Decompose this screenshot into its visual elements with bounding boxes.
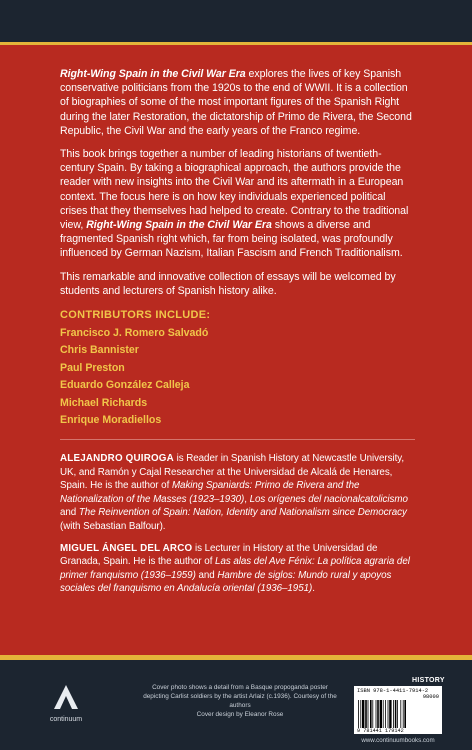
barcode <box>354 686 442 734</box>
book-title: The Reinvention of Spain: Nation, Identity and Nationalism since Democracy <box>78 507 407 519</box>
top-band <box>0 0 472 42</box>
editor-bio-arco <box>60 542 415 596</box>
continuum-logo-icon <box>48 683 84 713</box>
cover-credits <box>140 683 340 719</box>
bio-text: . <box>312 583 315 595</box>
publisher-website: www.continuumbooks.com <box>361 737 435 744</box>
blurb-paragraph-1 <box>60 67 415 138</box>
barcode-bars-icon <box>357 700 439 728</box>
editor-name: ALEJANDRO QUIROGA <box>60 453 174 465</box>
blurb-p2-text-a: This book brings together a number of leading historians of twentieth-century Spain. By taking a biographical approach, the authors provide the reader with new insights into the Civil War and its aftermath in a European context. The focus here is on how key individuals experienced political crises that they themselves had helped to create. Contrary to the traditional view, <box>60 148 409 232</box>
blurb-paragraph-3: This remarkable and innovative collection of essays will be welcomed by students and lecturers of Spanish history alike. <box>60 270 396 297</box>
blurb-paragraph-2 <box>60 147 415 261</box>
contributor-name: Francisco J. Romero Salvadó <box>60 327 209 340</box>
contributor-name: Chris Bannister <box>60 344 139 357</box>
bio-text: , <box>244 493 250 505</box>
bio-text: and <box>60 507 79 519</box>
blurb-p1-text: explores the lives of key Spanish conservative politicians from the 1920s to the end of WWII. It is a collection of biographies of some of the most important figures of the Spanish Right during the later Restoration, the dictatorship of Primo de Rivera, the Second Republic, the Civil War and the early years of the Franco regime. <box>60 68 412 137</box>
blurb-p2-text-b: shows a diverse and fragmented Spanish right which, far from being isolated, was profoundly influenced by German Nazism, Italian Fascism and French Traditionalism. <box>60 219 403 260</box>
book-title-inline-2: Right-Wing Spain in the Civil War Era <box>86 219 272 232</box>
bio-text: is Reader in Spanish History at Newcastle University, UK, and Ramón y Cajal Researcher at the Universidad de Alcalá de Henares, Spain. He is the author of <box>60 453 405 492</box>
contributor-name: Paul Preston <box>60 361 125 374</box>
book-title: Los orígenes del nacionalcatolicismo <box>249 493 408 505</box>
editor-bio-quiroga <box>60 452 415 532</box>
contributors-heading: CONTRIBUTORS INCLUDE: <box>60 309 211 322</box>
credit-line: Cover photo shows a detail from a Basque propoganda poster <box>152 684 328 691</box>
bio-text: is Lecturer in History at the Universidad de Granada, Spain. He is the author of <box>60 542 378 568</box>
section-divider <box>60 439 415 440</box>
category-label: HISTORY <box>412 677 445 684</box>
barcode-digits: 9 781441 179142 <box>357 728 404 734</box>
bio-text: and <box>195 569 218 581</box>
book-title-inline: Right-Wing Spain in the Civil War Era <box>60 68 246 80</box>
book-title: Hambre de siglos: Mundo rural y apoyos sociales del franquismo en Andalucía oriental (1936–1951) <box>60 569 392 595</box>
bio-text: (with Sebastian Balfour). <box>60 520 166 532</box>
credit-line: Cover design by Eleanor Rose <box>196 711 284 718</box>
book-title: Making Spaniards: Primo de Rivera and the Nationalization of the Masses (1923–1930) <box>60 480 360 505</box>
credit-line: depicting Carlist soldiers by the artist Arlaiz (c.1936). Courtesy of the authors <box>143 693 337 709</box>
book-title: Las alas del Ave Fénix: La política agraria del primer franquismo (1936–1959) <box>60 556 410 581</box>
price-code: 98000 <box>422 694 439 700</box>
contributor-name: Eduardo González Calleja <box>60 379 190 392</box>
isbn-text <box>357 688 439 700</box>
isbn-number: ISBN 978-1-4411-7914-2 <box>357 688 429 694</box>
editor-name: MIGUEL ÁNGEL DEL ARCO <box>60 542 193 554</box>
contributor-name: Enrique Moradiellos <box>60 414 162 427</box>
contributors-list <box>60 325 415 429</box>
publisher-name: continuum <box>49 716 83 723</box>
back-cover-panel <box>0 42 472 660</box>
contributor-name: Michael Richards <box>60 396 148 409</box>
